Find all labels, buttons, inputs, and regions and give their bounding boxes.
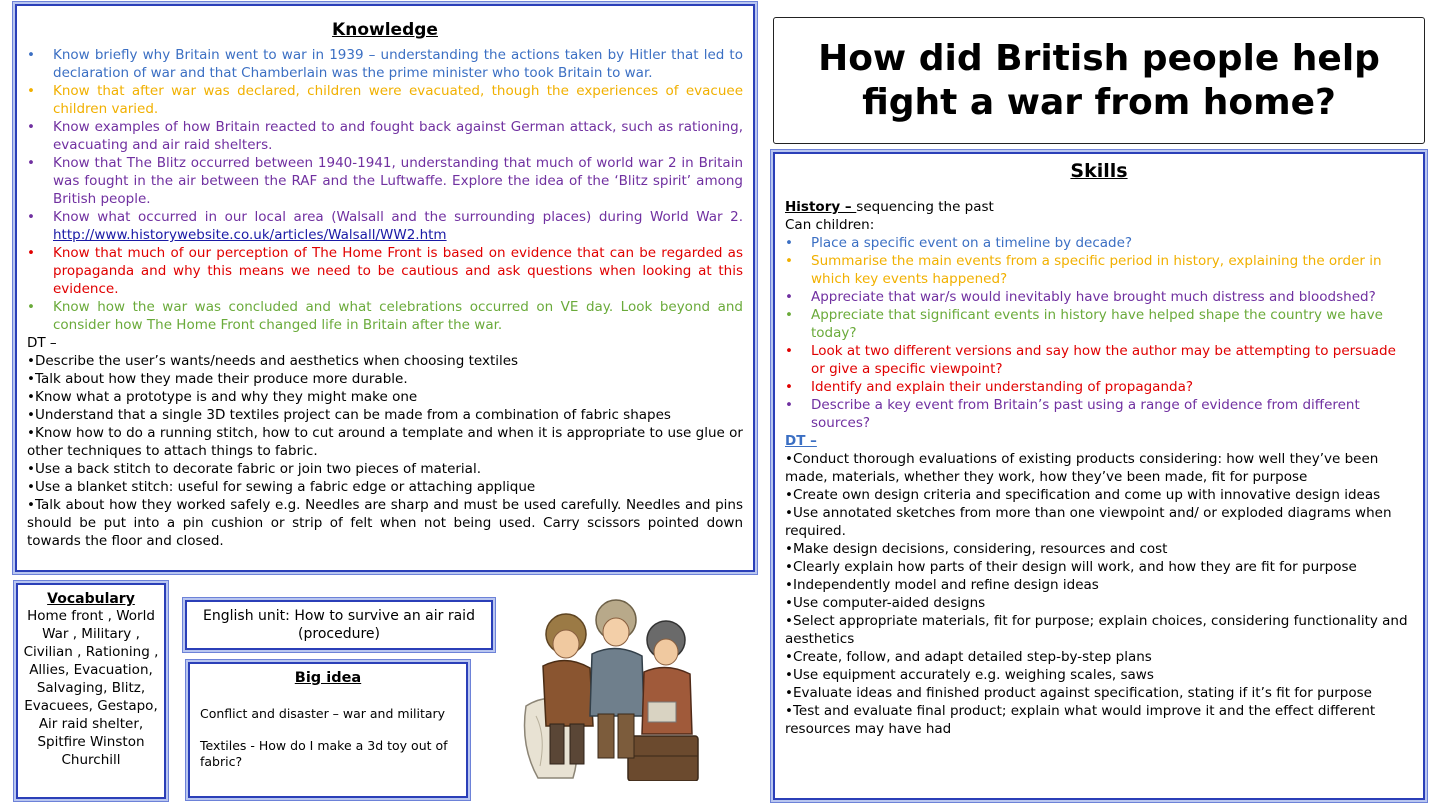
knowledge-history-list (27, 46, 743, 334)
knowledge-point: • Know that much of our perception of The Home Front is based on evidence that can be regarded as propaganda and why this means we need to be cautious and ask questions when looking at this evidence. (27, 244, 743, 298)
knowledge-dt-point: •Talk about how they worked safely e.g. Needles are sharp and must be used carefully. Needles and pins should be put into a pin cushion or strip of felt when not being used. Carry scissors pointed down towards the floor and closed. (27, 497, 743, 549)
skills-history-list (785, 234, 1413, 432)
skills-point: • Describe a key event from Britain’s past using a range of evidence from different sources? (785, 396, 1413, 432)
page-title: How did British people help fight a war from home? (818, 37, 1380, 123)
knowledge-point: • Know that after war was declared, children were evacuated, though the experiences of evacuee children varied. (27, 82, 743, 118)
skills-point: • Place a specific event on a timeline by decade? (785, 234, 1413, 252)
knowledge-dt-point: •Describe the user’s wants/needs and aesthetics when choosing textiles (27, 353, 519, 369)
vocabulary-text: Home front , World War , Military , Civilian , Rationing , Allies, Evacuation, Salvaging, Blitz, Evacuees, Gestapo, Air raid shelter, Spitfire Winston Churchill (23, 608, 159, 768)
knowledge-point: • Know examples of how Britain reacted to and fought back against German attack, such as rationing, evacuating and air raid shelters. (27, 118, 743, 154)
skills-history-topic: sequencing the past (856, 199, 994, 215)
skills-dt-label: DT – (785, 433, 817, 449)
skills-can-children: Can children: (785, 217, 875, 233)
knowledge-heading: Knowledge (332, 20, 438, 40)
knowledge-dt-point: •Know what a prototype is and why they might make one (27, 389, 418, 405)
skills-point: • Appreciate that significant events in history have helped shape the country we have today? (785, 306, 1413, 342)
title-box (773, 17, 1425, 144)
knowledge-point: • Know how the war was concluded and what celebrations occurred on VE day. Look beyond and consider how The Home Front changed life in Britain after the war. (27, 298, 743, 334)
english-unit-text: English unit: How to survive an air raid (procedure) (203, 608, 475, 642)
knowledge-point-local (27, 208, 743, 244)
knowledge-dt-point: •Use a blanket stitch: useful for sewing a fabric edge or attaching applique (27, 479, 536, 495)
skills-panel (773, 152, 1425, 800)
skills-history-label: History – (785, 199, 857, 215)
skills-point: • Look at two different versions and say how the author may be attempting to persuade or give a specific viewpoint? (785, 342, 1413, 378)
knowledge-panel (15, 4, 755, 572)
knowledge-dt-point: •Understand that a single 3D textiles project can be made from a combination of fabric shapes (27, 407, 671, 423)
evacuee-children-illustration (518, 596, 718, 781)
knowledge-point: • Know that The Blitz occurred between 1940-1941, understanding that much of world war 2 in Britain was fought in the air between the RAF and the Luftwaffe. Explore the idea of the ‘Blitz spirit’ among British people. (27, 154, 743, 208)
big-idea-heading: Big idea (294, 670, 362, 686)
skills-dt-point: •Select appropriate materials, fit for purpose; explain choices, considering functionality and aesthetics (785, 613, 1408, 647)
knowledge-dt-point: •Use a back stitch to decorate fabric or join two pieces of material. (27, 461, 481, 477)
skills-dt-point: •Conduct thorough evaluations of existing products considering: how well they’ve been made, materials, whether they work, how they’ve been made, fit for purpose (785, 451, 1379, 485)
knowledge-point: • Know briefly why Britain went to war in 1939 – understanding the actions taken by Hitler that led to declaration of war and that Chamberlain was the prime minister who took Britain to war. (27, 46, 743, 82)
skills-point: • Identify and explain their understanding of propaganda? (785, 378, 1413, 396)
big-idea-line: Textiles - How do I make a 3d toy out of fabric? (200, 738, 448, 769)
knowledge-point-text: Know what occurred in our local area (Walsall and the surrounding places) during World War 2. (53, 209, 743, 225)
vocabulary-heading: Vocabulary (47, 591, 135, 607)
skills-dt-point: •Use annotated sketches from more than one viewpoint and/ or exploded diagrams when required. (785, 505, 1392, 539)
skills-heading: Skills (1070, 160, 1128, 182)
skills-dt-point: •Create, follow, and adapt detailed step-by-step plans (785, 649, 1152, 665)
big-idea-panel (188, 662, 468, 798)
skills-point: • Appreciate that war/s would inevitably have brought much distress and bloodshed? (785, 288, 1413, 306)
walsall-link[interactable]: http://www.historywebsite.co.uk/articles/Walsall/WW2.htm (53, 227, 447, 243)
skills-dt-point: •Clearly explain how parts of their design will work, and how they are fit for purpose (785, 559, 1357, 575)
big-idea-line: Conflict and disaster – war and military (200, 706, 446, 721)
skills-dt-point: •Test and evaluate final product; explain what would improve it and the effect different resources may have had (785, 703, 1376, 737)
knowledge-dt-label: DT – (27, 335, 57, 351)
knowledge-dt-point: •Talk about how they made their produce more durable. (27, 371, 408, 387)
skills-point: • Summarise the main events from a specific period in history, explaining the order in which key events happened? (785, 252, 1413, 288)
skills-dt-point: •Evaluate ideas and finished product against specification, stating if it’s fit for purpose (785, 685, 1372, 701)
skills-dt-point: •Make design decisions, considering, resources and cost (785, 541, 1168, 557)
skills-dt-point: •Use computer-aided designs (785, 595, 986, 611)
skills-dt-point: •Use equipment accurately e.g. weighing scales, saws (785, 667, 1154, 683)
skills-dt-point: •Create own design criteria and specification and come up with innovative design ideas (785, 487, 1381, 503)
english-unit-panel (185, 600, 493, 650)
skills-dt-point: •Independently model and refine design ideas (785, 577, 1099, 593)
skills-history-line (785, 198, 1413, 216)
vocabulary-panel (16, 583, 166, 799)
knowledge-dt-point: •Know how to do a running stitch, how to cut around a template and when it is appropriate to use glue or other techniques to attach things to fabric. (27, 425, 743, 459)
